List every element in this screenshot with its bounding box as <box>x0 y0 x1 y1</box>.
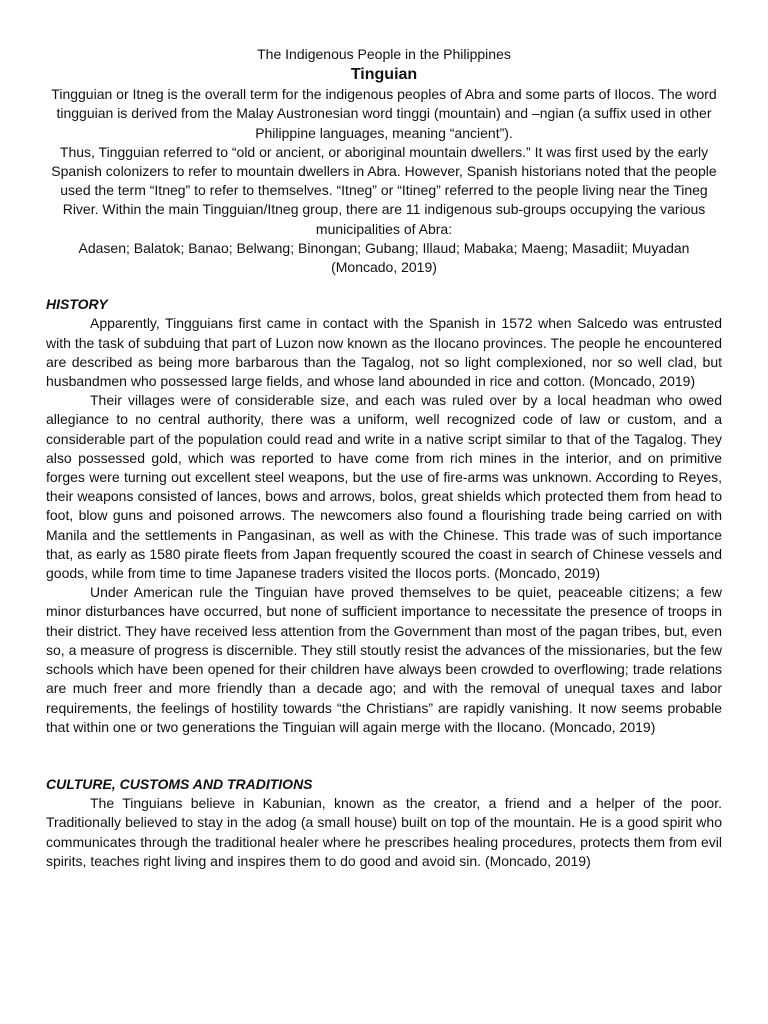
document-header: The Indigenous People in the Philippines <box>257 46 511 62</box>
intro-paragraph: Tingguian or Itneg is the overall term for the indigenous peoples of Abra and some parts of Ilocos. The word tingguian is derived from the Malay Austronesian word tinggi (mountain) and –ngian (a suffix used in other Philippine languages, meaning “ancient”). <box>51 86 717 141</box>
subgroup-list: Adasen; Balatok; Banao; Belwang; Binongan; Gubang; Illaud; Mabaka; Maeng; Masadiit; Muyadan <box>78 239 690 256</box>
history-paragraph: Apparently, Tingguians first came in contact with the Spanish in 1572 when Salcedo was entrusted with the task of subduing that part of Luzon now known as the Ilocano provinces. The people he encountered are described as being more barbarous than the Tagalog, not so light complexioned, nor so well clad, but husbandmen who possessed large fields, and whose land abounded in rice and cotton. (Moncado, 2019) <box>46 315 722 390</box>
history-section <box>46 295 722 737</box>
culture-heading: CULTURE, CUSTOMS AND TRADITIONS <box>46 775 313 792</box>
culture-section <box>46 775 722 871</box>
document-title: Tinguian <box>350 66 418 84</box>
history-paragraph: Their villages were of considerable size, and each was ruled over by a local headman who owed allegiance to no central authority, there was a uniform, well recognized code of law or custom, and a considerable part of the population could read and write in a native script similar to that of the Tagalog. They also possessed gold, which was reported to have come from rich mines in the interior, and on primitive forges were turning out excellent steel weapons, but the use of fire-arms was unknown. According to Reyes, their weapons consisted of lances, bows and arrows, bolos, great shields which protected them from head to foot, blow guns and poisoned arrows. The newcomers also found a flourishing trade being carried on with Manila and the settlements in Pangasinan, as well as with the Chinese. This trade was of such importance that, as early as 1580 pirate fleets from Japan frequently scoured the coast in search of Chinese vessels and goods, while from time to time Japanese traders visited the Ilocos ports. (Moncado, 2019) <box>46 392 722 582</box>
intro-citation: (Moncado, 2019) <box>331 259 437 276</box>
intro-paragraph: Thus, Tingguian referred to “old or ancient, or aboriginal mountain dwellers.” It was first used by the early Spanish colonizers to refer to mountain dwellers in Abra. However, Spanish historians noted that the people used the term “Itneg” to refer to themselves. “Itneg” or “Itineg” referred to the people living near the Tineg River. Within the main Tingguian/Itneg group, there are 11 indigenous sub-groups occupying the various municipalities of Abra: <box>51 143 717 237</box>
history-heading: HISTORY <box>46 296 108 313</box>
intro-section <box>46 0 722 277</box>
history-paragraph: Under American rule the Tinguian have proved themselves to be quiet, peaceable citizens; a few minor disturbances have occurred, but none of sufficient importance to necessitate the presence of troops in their district. They have received less attention from the Government than most of the pagan tribes, but, even so, a measure of progress is discernible. They still stoutly resist the advances of the missionaries, but the few schools which have been opened for their children have always been crowded to overflowing; trade relations are much freer and more friendly than a decade ago; and with the removal of unequal taxes and labor requirements, the feelings of hostility towards “the Christians” are rapidly vanishing. It now seems probable that within one or two generations the Tinguian will again merge with the Ilocano. (Moncado, 2019) <box>46 584 722 735</box>
culture-paragraph: The Tinguians believe in Kabunian, known as the creator, a friend and a helper of the poor. Traditionally believed to stay in the adog (a small house) built on top of the mountain. He is a good spirit who communicates through the traditional healer where he prescribes healing procedures, protects them from evil spirits, teaches right living and inspires them to do good and avoid sin. (Moncado, 2019) <box>46 795 722 869</box>
